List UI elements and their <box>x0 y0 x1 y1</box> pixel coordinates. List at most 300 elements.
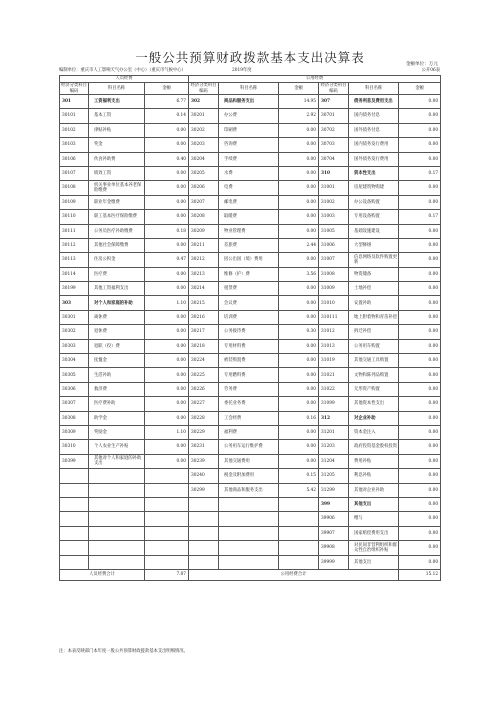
subject-name-cell: 债务利息及费用支出 <box>349 95 399 109</box>
subject-name-cell: 公务员医疗补助缴费 <box>89 224 145 238</box>
amount-cell: 2.92 <box>279 109 319 123</box>
table-row <box>60 469 441 483</box>
table-row <box>60 440 441 454</box>
subject-name-cell: 基础设施建设 <box>349 224 399 238</box>
table-row <box>60 325 441 339</box>
subject-name-cell: 其他交通工具购置 <box>349 354 399 368</box>
econ-code-cell: 30208 <box>189 210 219 224</box>
subject-name-cell: 助学金 <box>89 411 145 425</box>
subject-name-cell: 公务用车运行维护费 <box>219 440 279 454</box>
table-row <box>60 339 441 353</box>
subject-name-cell: 医疗费 <box>89 267 145 281</box>
subject-name-cell: 绩效工资 <box>89 166 145 180</box>
amount-cell: 6.77 <box>145 95 189 109</box>
econ-code-cell <box>60 497 89 511</box>
subject-name-cell: 委托业务费 <box>219 397 279 411</box>
subject-name-cell: 电费 <box>219 181 279 195</box>
econ-code-cell: 31009 <box>319 282 349 296</box>
amount-cell: 3.56 <box>279 267 319 281</box>
econ-code-cell <box>189 526 219 540</box>
amount-cell <box>279 512 319 526</box>
table-row <box>60 253 441 267</box>
subject-name-cell <box>89 483 145 497</box>
subject-name-cell: 职业年金缴费 <box>89 195 145 209</box>
econ-code-cell: 31013 <box>319 339 349 353</box>
page-title: 一般公共预算财政拨款基本支出决算表 <box>135 50 365 65</box>
subject-name-cell <box>219 555 279 569</box>
table-code: 公开06表 <box>421 68 440 73</box>
econ-code-cell <box>60 526 89 540</box>
econ-code-cell: 30199 <box>60 282 89 296</box>
econ-code-cell <box>60 483 89 497</box>
subject-name-cell: 商品和服务支出 <box>219 95 279 109</box>
subject-name-cell: 房屋建筑物购建 <box>349 181 399 195</box>
subject-name-cell: 津贴补贴 <box>89 123 145 137</box>
subject-name-cell: 会议费 <box>219 296 279 310</box>
table-row <box>60 497 441 511</box>
table-row <box>60 310 441 324</box>
table-row <box>60 152 441 166</box>
econ-code-cell: 30214 <box>189 282 219 296</box>
amount-unit-label: 金额单位：万元 <box>405 62 438 67</box>
econ-code-cell: 399 <box>319 497 349 511</box>
subject-name-cell: 工会经费 <box>219 411 279 425</box>
subject-name-cell <box>89 469 145 483</box>
col-header-name: 科目名称 <box>219 83 279 95</box>
econ-code-cell: 39906 <box>319 512 349 526</box>
econ-code-cell: 30228 <box>189 411 219 425</box>
econ-code-cell: 30704 <box>319 152 349 166</box>
subject-name-cell: 信息网络及软件购置更新 <box>349 253 399 267</box>
econ-code-cell: 31008 <box>319 267 349 281</box>
econ-code-cell <box>60 512 89 526</box>
subject-name-cell: 无形资产购置 <box>349 382 399 396</box>
econ-code-cell: 302 <box>189 95 219 109</box>
amount-cell: 0.00 <box>399 282 441 296</box>
econ-code-cell: 39907 <box>319 526 349 540</box>
econ-code-cell: 312 <box>319 411 349 425</box>
amount-cell: 0.00 <box>399 354 441 368</box>
econ-code-cell: 30227 <box>189 397 219 411</box>
table-meta <box>59 67 440 75</box>
amount-cell: 0.00 <box>279 354 319 368</box>
econ-code-cell: 31205 <box>319 469 349 483</box>
econ-code-cell: 30217 <box>189 325 219 339</box>
subject-name-cell: 职工基本医疗保险缴费 <box>89 210 145 224</box>
table-row <box>60 354 441 368</box>
subject-name-cell: 办公设备购置 <box>349 195 399 209</box>
subject-name-cell: 个人农业生产补贴 <box>89 440 145 454</box>
econ-code-cell: 30206 <box>189 181 219 195</box>
econ-code-cell: 310111 <box>319 310 349 324</box>
amount-cell: 0.00 <box>399 425 441 439</box>
subject-name-cell: 退休费 <box>89 325 145 339</box>
amount-cell: 0.00 <box>145 339 189 353</box>
subject-name-cell: 其他对企业补助 <box>349 483 399 497</box>
table-row <box>60 282 441 296</box>
econ-code-cell <box>60 555 89 569</box>
amount-cell <box>279 555 319 569</box>
econ-code-cell: 30301 <box>60 310 89 324</box>
amount-cell: 0.00 <box>399 512 441 526</box>
econ-code-cell: 30224 <box>189 354 219 368</box>
subject-name-cell <box>219 526 279 540</box>
subject-name-cell: 安置补助 <box>349 296 399 310</box>
amount-cell: 0.00 <box>145 195 189 209</box>
amount-cell <box>145 512 189 526</box>
amount-cell: 0.00 <box>279 166 319 180</box>
amount-cell: 0.00 <box>399 310 441 324</box>
amount-cell <box>145 497 189 511</box>
subject-name-cell: 劳务费 <box>219 382 279 396</box>
amount-cell: 0.00 <box>279 210 319 224</box>
subject-name-cell: 其他交通费用 <box>219 454 279 468</box>
econ-code-cell: 30213 <box>189 267 219 281</box>
amount-cell: 0.00 <box>279 382 319 396</box>
subject-name-cell: 国家赔偿费用支出 <box>349 526 399 540</box>
amount-cell: 0.00 <box>145 138 189 152</box>
amount-cell: 2.44 <box>279 238 319 252</box>
table-row <box>60 296 441 310</box>
table-row <box>60 109 441 123</box>
col-header-code: 经济分类科目编码 <box>319 83 349 95</box>
econ-code-cell: 30109 <box>60 195 89 209</box>
subject-name-cell <box>219 497 279 511</box>
econ-code-cell: 30226 <box>189 382 219 396</box>
econ-code-cell <box>189 497 219 511</box>
amount-cell: 0.00 <box>399 454 441 468</box>
subject-name-cell: 其他商品和服务支出 <box>219 483 279 497</box>
econ-code-cell: 31099 <box>319 397 349 411</box>
amount-cell: 0.00 <box>399 483 441 497</box>
subject-name-cell: 对企业补助 <box>349 411 399 425</box>
amount-cell: 0.00 <box>279 253 319 267</box>
subject-name-cell: 拆迁补偿 <box>349 325 399 339</box>
econ-code-cell: 30111 <box>60 224 89 238</box>
econ-code-cell: 31003 <box>319 210 349 224</box>
econ-code-cell: 30702 <box>319 123 349 137</box>
econ-code-cell: 30205 <box>189 166 219 180</box>
econ-code-cell: 30225 <box>189 368 219 382</box>
subject-name-cell: 其他资本性支出 <box>349 397 399 411</box>
table-row <box>60 238 441 252</box>
personnel-total-label: 人员经费合计 <box>60 569 145 580</box>
subject-name-cell: 离休费 <box>89 310 145 324</box>
amount-cell: 0.16 <box>279 411 319 425</box>
econ-code-cell: 31204 <box>319 454 349 468</box>
amount-cell: 0.00 <box>279 454 319 468</box>
econ-code-cell: 30106 <box>60 152 89 166</box>
econ-code-cell <box>60 469 89 483</box>
subject-name-cell: 资本性支出 <box>349 166 399 180</box>
amount-cell: 0.30 <box>279 325 319 339</box>
subject-name-cell: 奖励金 <box>89 425 145 439</box>
amount-cell <box>145 526 189 540</box>
table-row <box>60 166 441 180</box>
subject-name-cell <box>89 497 145 511</box>
econ-code-cell: 30204 <box>189 152 219 166</box>
amount-cell: 0.00 <box>399 138 441 152</box>
econ-code-cell: 310 <box>319 166 349 180</box>
econ-code-cell: 30701 <box>319 109 349 123</box>
amount-cell: 0.00 <box>145 238 189 252</box>
amount-cell: 0.00 <box>399 382 441 396</box>
amount-cell: 0.00 <box>279 152 319 166</box>
subject-name-cell: 工资福利支出 <box>89 95 145 109</box>
subject-name-cell: 维修（护）费 <box>219 267 279 281</box>
subject-name-cell: 文物和陈列品购置 <box>349 368 399 382</box>
amount-cell: 0.00 <box>399 368 441 382</box>
econ-code-cell: 31203 <box>319 440 349 454</box>
subject-name-cell: 大型修缮 <box>349 238 399 252</box>
econ-code-cell <box>189 512 219 526</box>
subject-name-cell: 水费 <box>219 166 279 180</box>
econ-code-cell: 30307 <box>60 397 89 411</box>
subject-name-cell: 医疗费补助 <box>89 397 145 411</box>
col-header-name: 科目名称 <box>349 83 399 95</box>
econ-code-cell: 30299 <box>189 483 219 497</box>
reporting-unit: 编制单位：重庆市人工影响天气办公室（中心）（重庆市气候中心） <box>59 68 186 73</box>
econ-code-cell: 31201 <box>319 425 349 439</box>
econ-code-cell <box>60 541 89 555</box>
table-row <box>60 195 441 209</box>
amount-cell: 0.00 <box>399 238 441 252</box>
amount-cell: 0.00 <box>145 440 189 454</box>
subject-name-cell: 生活补助 <box>89 368 145 382</box>
amount-cell: 0.00 <box>145 454 189 468</box>
econ-code-cell: 30108 <box>60 181 89 195</box>
econ-code-cell: 30209 <box>189 224 219 238</box>
econ-code-cell: 30112 <box>60 238 89 252</box>
amount-cell <box>145 469 189 483</box>
table-row <box>60 224 441 238</box>
amount-cell: 0.00 <box>399 109 441 123</box>
econ-code-cell: 30101 <box>60 109 89 123</box>
amount-cell: 0.00 <box>399 195 441 209</box>
econ-code-cell: 301 <box>60 95 89 109</box>
amount-cell: 0.00 <box>145 325 189 339</box>
econ-code-cell: 30203 <box>189 138 219 152</box>
subject-name-cell: 印刷费 <box>219 123 279 137</box>
subject-name-cell <box>89 512 145 526</box>
amount-cell: 0.00 <box>145 181 189 195</box>
amount-cell: 0.00 <box>399 224 441 238</box>
amount-cell: 0.00 <box>279 339 319 353</box>
econ-code-cell: 30215 <box>189 296 219 310</box>
amount-cell: 0.00 <box>145 397 189 411</box>
subject-name-cell <box>89 555 145 569</box>
amount-cell: 1.10 <box>145 296 189 310</box>
subject-name-cell: 政府投资基金股权投资 <box>349 440 399 454</box>
amount-cell: 0.00 <box>145 282 189 296</box>
table-row <box>60 541 441 555</box>
subject-name-cell: 被装购置费 <box>219 354 279 368</box>
subject-name-cell: 其他支出 <box>349 497 399 511</box>
amount-cell: 0.00 <box>279 123 319 137</box>
table-row <box>60 95 441 109</box>
subject-name-cell <box>89 526 145 540</box>
public-header: 公用经费 <box>189 76 441 83</box>
table-row <box>60 512 441 526</box>
amount-cell: 0.14 <box>145 109 189 123</box>
col-header-code: 经济分类科目编码 <box>61 83 87 94</box>
econ-code-cell: 39908 <box>319 541 349 555</box>
personnel-header: 人员经费 <box>60 76 189 83</box>
econ-code-cell: 30306 <box>60 382 89 396</box>
subject-name-cell: 费用补贴 <box>349 454 399 468</box>
amount-cell: 0.15 <box>279 469 319 483</box>
econ-code-cell <box>189 555 219 569</box>
amount-cell <box>145 483 189 497</box>
econ-code-cell: 31006 <box>319 238 349 252</box>
amount-cell: 0.17 <box>399 210 441 224</box>
econ-code-cell: 31022 <box>319 382 349 396</box>
subject-name-cell: 奖金 <box>89 138 145 152</box>
subject-name-cell: 专用设备购置 <box>349 210 399 224</box>
subject-name-cell: 其他支出 <box>349 555 399 569</box>
econ-code-cell: 31010 <box>319 296 349 310</box>
econ-code-cell: 30304 <box>60 354 89 368</box>
econ-code-cell: 30211 <box>189 238 219 252</box>
personnel-total-value: 7.87 <box>145 569 189 580</box>
amount-cell: 0.00 <box>279 368 319 382</box>
report-year: 2019年度 <box>232 68 252 73</box>
amount-cell: 0.00 <box>399 541 441 555</box>
econ-code-cell: 31007 <box>319 253 349 267</box>
amount-cell: 5.42 <box>279 483 319 497</box>
table-row <box>60 181 441 195</box>
subject-name-cell: 抚恤金 <box>89 354 145 368</box>
econ-code-cell: 30303 <box>60 339 89 353</box>
table-row <box>60 138 441 152</box>
amount-cell <box>145 555 189 569</box>
subject-name-cell: 手续费 <box>219 152 279 166</box>
table-row <box>60 123 441 137</box>
econ-code-cell: 30399 <box>60 454 89 468</box>
amount-cell: 0.00 <box>145 354 189 368</box>
subject-name-cell: 国外债务发行费用 <box>349 152 399 166</box>
col-header-amount: 金额 <box>279 83 319 95</box>
econ-code-cell: 30216 <box>189 310 219 324</box>
econ-code-cell: 30231 <box>189 440 219 454</box>
table-row <box>60 210 441 224</box>
table-body <box>60 95 441 570</box>
econ-code-cell: 30308 <box>60 411 89 425</box>
amount-cell: 0.00 <box>279 181 319 195</box>
table-row <box>60 411 441 425</box>
subject-name-cell: 救济费 <box>89 382 145 396</box>
col-header-name: 科目名称 <box>89 83 145 95</box>
amount-cell: 0.00 <box>145 210 189 224</box>
econ-code-cell: 30102 <box>60 123 89 137</box>
subject-name-cell: 租赁费 <box>219 282 279 296</box>
subject-name-cell: 其他工资福利支出 <box>89 282 145 296</box>
subject-name-cell: 赠与 <box>349 512 399 526</box>
subject-name-cell: 其他对个人和家庭的补助支出 <box>89 454 145 468</box>
amount-cell: 0.00 <box>399 296 441 310</box>
amount-cell: 0.00 <box>279 425 319 439</box>
subject-name-cell: 对民间非营利组织和群众性自治组织补贴 <box>349 541 399 555</box>
amount-cell: 0.00 <box>399 267 441 281</box>
econ-code-cell: 30207 <box>189 195 219 209</box>
table-row <box>60 555 441 569</box>
subject-name-cell <box>219 541 279 555</box>
subject-name-cell: 物资储备 <box>349 267 399 281</box>
econ-code-cell: 30703 <box>319 138 349 152</box>
amount-cell <box>279 541 319 555</box>
amount-cell: 0.00 <box>399 253 441 267</box>
econ-code-cell: 30240 <box>189 469 219 483</box>
econ-code-cell: 30103 <box>60 138 89 152</box>
subject-name-cell: 国内债务发行费用 <box>349 138 399 152</box>
amount-cell: 0.00 <box>279 440 319 454</box>
amount-cell: 0.00 <box>145 368 189 382</box>
amount-cell: 0.00 <box>279 224 319 238</box>
econ-code-cell: 30212 <box>189 253 219 267</box>
subject-name-cell: 专用燃料费 <box>219 368 279 382</box>
subject-name-cell: 咨询费 <box>219 138 279 152</box>
econ-code-cell: 30201 <box>189 109 219 123</box>
subject-name-cell: 国内债务付息 <box>349 109 399 123</box>
amount-cell: 0.00 <box>399 181 441 195</box>
amount-cell: 0.00 <box>279 282 319 296</box>
totals-row <box>60 569 441 580</box>
table-row <box>60 526 441 540</box>
subject-name-cell: 培训费 <box>219 310 279 324</box>
amount-cell: 0.18 <box>145 224 189 238</box>
amount-cell: 0.00 <box>399 397 441 411</box>
econ-code-cell: 30114 <box>60 267 89 281</box>
amount-cell: 0.00 <box>145 310 189 324</box>
amount-cell: 0.00 <box>145 166 189 180</box>
subject-name-cell: 其他社会保障缴费 <box>89 238 145 252</box>
amount-cell <box>279 497 319 511</box>
amount-cell: 0.00 <box>145 123 189 137</box>
subject-name-cell: 土地补偿 <box>349 282 399 296</box>
table-row <box>60 454 441 468</box>
subject-name-cell: 伙食补助费 <box>89 152 145 166</box>
amount-cell <box>145 541 189 555</box>
table-note: 注：本表反映部门本年度一般公共预算财政拨款基本支出明细情况。 <box>59 649 188 654</box>
subject-name-cell: 国外债务付息 <box>349 123 399 137</box>
econ-code-cell: 30107 <box>60 166 89 180</box>
amount-cell: 0.00 <box>279 397 319 411</box>
amount-cell: 0.00 <box>399 95 441 109</box>
subject-name-cell: 因公出国（境）费用 <box>219 253 279 267</box>
econ-code-cell: 30239 <box>189 454 219 468</box>
table-row <box>60 382 441 396</box>
subject-name-cell <box>219 512 279 526</box>
amount-cell: 0.00 <box>399 339 441 353</box>
econ-code-cell: 39999 <box>319 555 349 569</box>
table-row <box>60 397 441 411</box>
amount-cell: 0.00 <box>399 152 441 166</box>
public-total-label: 公用经费合计 <box>189 569 399 580</box>
subject-name-cell: 公务用车购置 <box>349 339 399 353</box>
amount-cell: 0.00 <box>399 555 441 569</box>
amount-cell: 0.00 <box>279 195 319 209</box>
econ-code-cell: 30110 <box>60 210 89 224</box>
col-header-code: 经济分类科目编码 <box>189 83 219 95</box>
col-header-amount: 金额 <box>399 83 441 95</box>
subject-name-cell: 资本金注入 <box>349 425 399 439</box>
subject-name-cell: 专用材料费 <box>219 339 279 353</box>
econ-code-cell: 31019 <box>319 354 349 368</box>
table-row <box>60 368 441 382</box>
public-total-value: 15.12 <box>399 569 441 580</box>
amount-cell: 0.00 <box>145 411 189 425</box>
subject-name-cell: 公务接待费 <box>219 325 279 339</box>
